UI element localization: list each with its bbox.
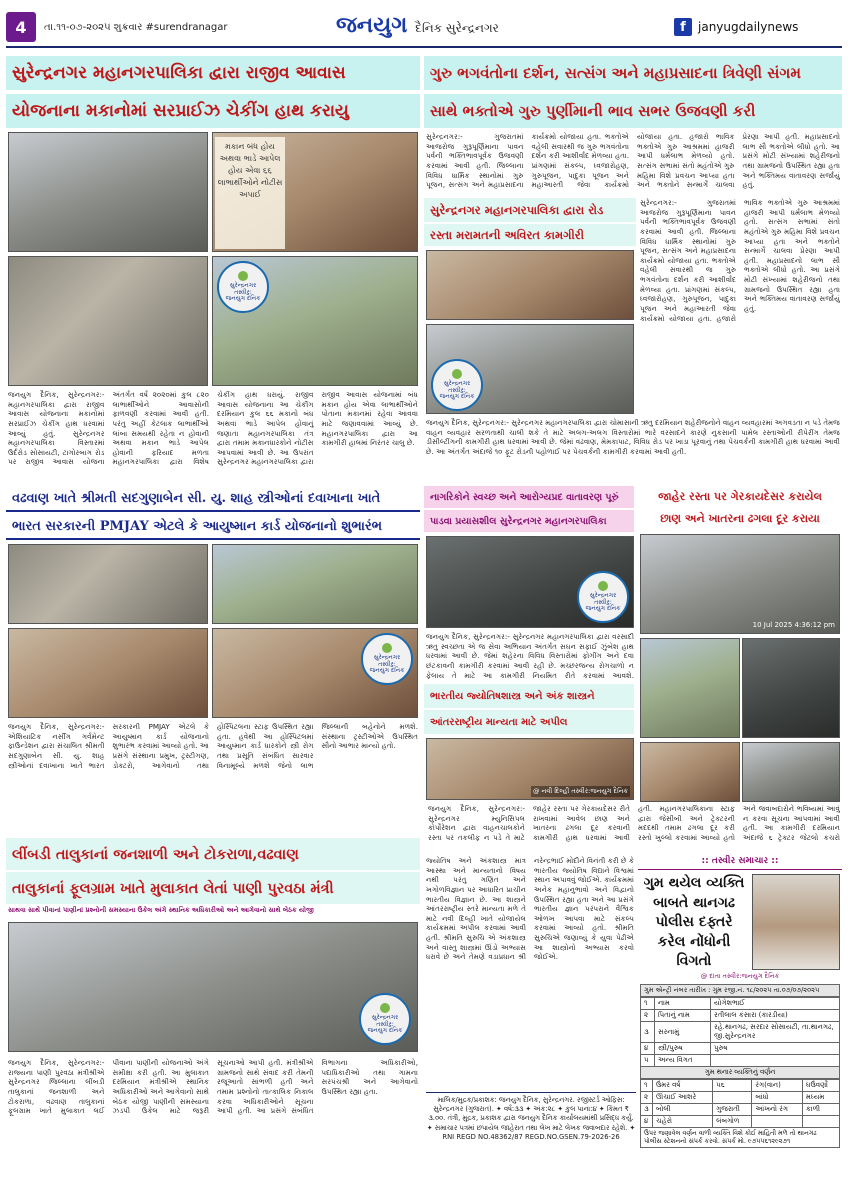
photo-fogging bbox=[426, 536, 634, 628]
missing-detail-cell: સરનામું bbox=[655, 1022, 711, 1043]
description-row bbox=[641, 1092, 840, 1104]
description-row bbox=[641, 1104, 840, 1116]
photo-dung-removal-3 bbox=[742, 638, 840, 738]
description-cell: ઊંચાઈ આશરે bbox=[653, 1092, 713, 1104]
missing-detail-cell: અન્ય વિગત bbox=[655, 1055, 711, 1067]
missing-person-photo bbox=[752, 874, 840, 970]
missing-detail-cell: પુરુષ bbox=[711, 1043, 840, 1055]
page-number: 4 bbox=[6, 12, 36, 42]
missing-detail-cell: પિતાનું નામ bbox=[655, 1010, 711, 1022]
headline-minister-visit-line2: તાલુકાનાં ફૂલગ્રામ ખાતે મુલાકાત લેતાં પાણી પુરવઠા મંત્રી bbox=[6, 872, 420, 904]
brand-subtitle: દૈનિક સુરેન્દ્રનગર bbox=[415, 21, 499, 35]
headline-pmjay-line1: વઢવાણ ખાતે શ્રીમતી સદગુણાબેન સી. યુ. શાહ સ્ત્રીઓનાં દવાખાના ખાતે bbox=[6, 486, 420, 512]
story-astrology-body: જ્યોતિષ અને અંકશાસ્ત્ર માત્ર આસ્થા અને માન્યતાનો વિષય નથી પરંતુ ગણિત અને ખગોળવિજ્ઞાન પર આધારિત પ્રાચીન ભારતીય વિજ્ઞાન છે. આ શાસ્ત્રને આંતરરાષ્ટ્રીય સ્તરે માન્યતા મળે તે માટે નવી દિલ્હી ખાતે યોજાયેલ કાર્યક્રમમાં અપીલ કરવામાં આવી હતી. શ્રીમતિ સુરુચિ એ અંકશાસ્ત્ર અને વાસ્તુ શાસ્ત્રમાં ઊંડો અભ્યાસ ધરાવે છે અને તેમણે વડાપ્રધાન શ્રી નરેન્દ્રભાઈ મોદીને વિનંતી કરી છે કે ભારતીય જ્યોતિષ વિદ્યાને વિશ્વમાં સ્થાન અપાવવું જોઈએ. કાર્યક્રમમાં અનેક મહાનુભાવો અને વિદ્વાનો ઉપસ્થિત રહ્યા હતા અને આ પ્રસંગે ભારતીય જ્ઞાન પરંપરાને વૈશ્વિક ઓળખ આપવા માટે સંકલ્પ કરવામાં આવ્યો હતો. શ્રીમતિ સુરુચિએ જણાવ્યું કે યુવા પેઢીએ આ શાસ્ત્રોનો અભ્યાસ કરવો જોઈએ. bbox=[426, 856, 634, 962]
missing-person-table bbox=[640, 984, 840, 1148]
photo-road-repair-2 bbox=[426, 324, 634, 414]
missing-detail-cell bbox=[711, 1055, 840, 1067]
photo-minister-visit bbox=[8, 922, 418, 1052]
headline-dung-removal-line1: જાહેર રસ્તા પર ગેરકાયદેસર કરાયેલ bbox=[638, 486, 842, 508]
headline-road-repair-line1: સુરેન્દ્રનગર મહાનગરપાલિકા દ્વારા રોડ bbox=[424, 198, 636, 222]
logo-dot-icon bbox=[238, 271, 248, 281]
description-cell: લંબગોળ bbox=[713, 1116, 752, 1128]
photo-astrology-event bbox=[426, 738, 634, 800]
photo-hospital-building bbox=[212, 544, 418, 624]
description-cell: બાંધો bbox=[752, 1092, 803, 1104]
newspaper-brand bbox=[336, 12, 499, 38]
missing-detail-cell: યોગેશભાઈ bbox=[711, 998, 840, 1010]
story-guru-purnima-body-cont: સુરેન્દ્રનગર:- ગુજરાતમાં આજરોજ ગુરૂપૂર્ણિમાના પાવન પર્વની ભક્તિભાવપૂર્વક ઉજવણી કરવામાં આવી હતી. જિલ્લાના વિવિધ ધાર્મિક સ્થાનોમાં ગુરુ પૂજન, સત્સંગ અને મહાપ્રસાદના કાર્યક્રમો યોજાયા હતા. ભક્તોએ વહેલી સવારથી જ ગુરુ ભગવંતોના દર્શન કરી આશીર્વાદ મેળવ્યા હતા. પ્રાંગણમાં સંકલ્પ, ધ્વજારોહણ, ગુરુપૂજન, પાદુકા પૂજન અને મહાઆરતી જેવા કાર્યક્રમો યોજાયા હતા. હજારો ભાવિક ભક્તોએ ગુરુ આશ્રમમાં હાજરી આપી ધર્મલાભ મેળવ્યો હતો. સત્સંગ સભામાં સંતો મહંતોએ ગુરુ મહિમા વિશે પ્રવચન આપ્યા હતા અને ભક્તોને સન્માર્ગે ચાલવા પ્રેરણા આપી હતી. મહાપ્રસાદનો લાભ સૌ ભક્તોએ લીધો હતો. આ પ્રસંગે મોટી સંખ્યામાં શહેરીજનો તથા ગ્રામજનો ઉપસ્થિત રહ્યા હતા અને ભક્તિમય વાતાવરણ સર્જાયું હતું. bbox=[640, 198, 840, 323]
story-pmjay-body: જનયુગ દૈનિક, સુરેન્દ્રનગર:- એશિયાટિક નર્સીગ ગર્વમેન્ટ ફાઉન્ડેશન દ્વારા સંચાલિત શ્રીમતી સદગુણાબેન સી. યુ. શાહ સ્ત્રીઓનાં દવાખાના ખાતે ભારત સરકારની PMJAY એટલે કે આયુષ્માન કાર્ડ યોજનાનો શુભારંભ કરવામાં આવ્યો હતો. આ પ્રસંગે સંસ્થાના પ્રમુખ, ટ્રસ્ટીગણ, ડોક્ટરો, આગેવાનો તથા હોસ્પિટલના સ્ટાફ ઉપસ્થિત રહ્યા હતા. હવેથી આ હોસ્પિટલમાં આયુષ્માન કાર્ડ ધારકોને સ્ત્રી રોગ તથા પ્રસૂતિ સંબંધિત સારવાર વિનામૂલ્યે મળશે જેનો લાભ જિલ્લાની બહેનોને મળશે. સંસ્થાના ટ્રસ્ટીઓએ ઉપસ્થિત સૌનો આભાર માન્યો હતો. bbox=[8, 722, 418, 770]
headline-astrology-line1: ભારતીય જ્યોતિષશાસ્ત્ર અને અંક શાસ્ત્રને bbox=[424, 684, 634, 708]
headline-rajiv-awas-line1: સુરેન્દ્રનગર મહાનગરપાલિકા દ્વારા રાજીવ આવાસ bbox=[6, 56, 420, 90]
description-cell: મધ્યમ bbox=[802, 1092, 839, 1104]
description-cell: ૧ bbox=[641, 1080, 653, 1092]
description-cell: ૩ bbox=[641, 1104, 653, 1116]
missing-detail-row bbox=[641, 1043, 840, 1055]
photo-audience-1 bbox=[8, 628, 208, 718]
missing-detail-row bbox=[641, 998, 840, 1010]
photo-dung-removal-5 bbox=[742, 742, 840, 802]
story-rajiv-awas-body: જનયુગ દૈનિક, સુરેન્દ્રનગર:- મહાનગરપાલિકા દ્વારા રાજીવ આવાસ યોજનાના મકાનોમાં સરપ્રાઈઝ ચેકીંગ હાથ ધરવામાં આવ્યું હતું. સુરેન્દ્રનગર મહાનગરપાલિકા વિસ્તારમાં ઉર્દરોડ સોસાયટી, ટાગોરબાગ રોડ પર રાજીવ આવાસ યોજના અંતર્ગત વર્ષ ૨૦૨૦માં કુલ ૮૨૦ લાભાર્થીઓને આવાસોની ફાળવણી કરવામાં આવી હતી. પરંતુ અહીં કેટલાક લાભાર્થીઓ લાંબા સમયથી રહેતા ન હોવાની અથવા મકાન ભાડે આપેલ હોવાની ફરિયાદ મળતા મહાનગરપાલિકા દ્વારા વિશેષ ચેકીંગ હાથ ધરાયું. રાજીવ આવાસ યોજનાના આ ચેકીંગ દરમિયાન કુલ ૬૬ મકાનો બંધ અથવા ભાડે આપેલ હોવાનું જણાતા મહાનગરપાલિકા તંત્ર દ્વારા તમામ મકાનધારકોને નોટીસ આપવામાં આવી છે. આ ઉપરાંત સુરેન્દ્રનગર મહાનગરપાલિકા દ્વારા રાજીવ આવાસ યોજનામાં બંધ મકાન હોય એવા લાભાર્થીઓને પોતાના મકાનમાં રહેવા આવવા માટે જણાવવામાં આવ્યું છે. મહાનગરપાલિકા દ્વારા આ કામગીરી હાલમાં નિરંતર ચાલુ છે. bbox=[8, 390, 418, 467]
headline-road-repair-line2: રસ્તા મરામતની અવિરત કામગીરી bbox=[424, 224, 636, 246]
description-cell: ૪ bbox=[641, 1116, 653, 1128]
headline-guru-purnima-line2: સાથે ભક્તોએ ગુરુ પુર્ણીમાની ભાવ સભર ઉજવણી કરી bbox=[424, 94, 842, 128]
watermark-badge: સુરેન્દ્રનગર તસ્વીર: જનયુગ દૈનિક bbox=[359, 993, 411, 1045]
headline-guru-purnima-line1: ગુરુ ભગવંતોના દર્શન, સત્સંગ અને મહાપ્રસાદના ત્રિવેણી સંગમ bbox=[424, 56, 842, 90]
missing-details-table bbox=[640, 997, 840, 1067]
missing-detail-row bbox=[641, 1010, 840, 1022]
story-road-repair-body: જનયુગ દૈનિક, સુરેન્દ્રનગર:- સુરેન્દ્રનગર મહાનગરપાલિકા દ્વારા ચોમાસાની ઋતુ દરમિયાન શહેરીજનોને વાહન વ્યવહારમાં અગવડતા ન પડે તેમજ વાહન વ્યવહાર સરળતાથી ચાલી શકે તે માટે અલગ-અલગ વિસ્તારોમાં ભારે વરસાદને કારણે નુકસાની પામેલ રસ્તાઓની રીપેરીંગ તેમજ ડીસીલ્ટીંગની કામગીરી હાથ ધરવામાં આવી છે. જેમાં વઢવાણ, મેમકાપાટ, વિવિધ રોડ પર ખાડા પૂરવાનું તથા પેચવર્કની કામગીરી હાથ ધરવામાં આવી છે. આ અંતર્ગત અંદાજે ૧૦ ફૂટ રોડની પહોળાઈ પર પેચવર્કની કામગીરી કરવામાં આવી હતી. bbox=[426, 418, 840, 456]
missing-detail-cell: સ્ત્રી/પુરુષ bbox=[655, 1043, 711, 1055]
description-cell bbox=[802, 1116, 839, 1128]
headline-astrology-line2: આંતરરાષ્ટ્રીય માન્યતા માટે અપીલ bbox=[424, 710, 634, 734]
missing-detail-cell: ૩ bbox=[641, 1022, 655, 1043]
missing-detail-cell: રતીલાલ કંસારા (કારડીયા) bbox=[711, 1010, 840, 1022]
photo-timestamp: 10 Jul 2025 4:36:12 pm bbox=[752, 621, 835, 629]
photo-inspection-3 bbox=[8, 256, 208, 386]
notice-text: મકાન બંધ હોય અથવા ભાડે આપેલ હોય એવા ૬૬ લાભાર્થીઓને નોટીસ અપાઈ bbox=[215, 137, 285, 249]
logo-dot-icon bbox=[382, 643, 392, 653]
headline-cleanliness-line2: પાડવા પ્રયાસશીલ સુરેન્દ્રનગર મહાનગરપાલિકા bbox=[424, 510, 634, 532]
facebook-icon: f bbox=[674, 18, 692, 36]
contact-note: ઉપર જણાવેલ વર્ણન વાળી વ્યક્તિ વિશે કોઈ માહિતી મળે તો થાનગઢ પોલીસ સ્ટેશનનો સંપર્ક કરવો. સંપર્ક મો. ૯૭૫૫૬૧૨૯૨૭૧ bbox=[640, 1128, 840, 1148]
missing-detail-row bbox=[641, 1022, 840, 1043]
description-cell: ઘઉંવર્ણો bbox=[802, 1080, 839, 1092]
description-cell: ઉંમર વર્ષ bbox=[653, 1080, 713, 1092]
watermark-badge: સુરેન્દ્રનગર તસ્વીર: જનયુગ દૈનિક bbox=[361, 633, 413, 685]
watermark-badge: સુરેન્દ્રનગર તસ્વીર: જનયુગ દૈનિક bbox=[431, 359, 483, 411]
story-minister-visit-body: જનયુગ દૈનિક, સુરેન્દ્રનગર:- રાજ્યના પાણી પુરવઠા મંત્રીશ્રીએ સુરેન્દ્રનગર જિલ્લાના લીંબડી તાલુકાનાં જનશાળી અને ટોકરાળા, વઢવાણ તાલુકાનાં ફૂલગ્રામ ખાતે મુલાકાત લઈ પીવાના પાણીની યોજનાઓ અંગે સમીક્ષા કરી હતી. આ મુલાકાત દરમિયાન મંત્રીશ્રીએ સ્થાનિક અધિકારીઓ અને આગેવાનો સાથે બેઠક યોજી પાણીની સમસ્યાના ઝડપી ઉકેલ માટે જરૂરી સૂચનાઓ આપી હતી. મંત્રીશ્રીએ ગ્રામજનો સાથે સંવાદ કરી તેમની રજૂઆતો સાંભળી હતી અને તમામ પ્રશ્નોનો તાત્કાલિક નિકાલ કરવા અધિકારીઓને સૂચના આપી હતી. આ પ્રસંગે સંબંધિત વિભાગના અધિકારીઓ, પદાધિકારીઓ તથા ગામના સરપંચશ્રી અને આગેવાનો ઉપસ્થિત રહ્યા હતા. bbox=[8, 1058, 418, 1116]
watermark-badge: સુરેન્દ્રનગર તસ્વીર: જનયુગ દૈનિક bbox=[577, 571, 629, 623]
description-table bbox=[640, 1079, 840, 1128]
description-cell bbox=[713, 1092, 752, 1104]
dateline: તા.૧૧-૦૭-૨૦૨૫ શુક્રવાર #surendranagar bbox=[44, 22, 228, 33]
logo-dot-icon bbox=[452, 369, 462, 379]
description-row bbox=[641, 1080, 840, 1092]
description-cell: રંગ(વાન) bbox=[752, 1080, 803, 1092]
logo-dot-icon bbox=[598, 581, 608, 591]
description-row bbox=[641, 1116, 840, 1128]
masthead bbox=[6, 8, 842, 48]
photo-dung-removal-4 bbox=[640, 742, 740, 802]
description-cell: ૫૬ bbox=[713, 1080, 752, 1092]
photo-inspection-4 bbox=[212, 256, 418, 386]
logo-dot-icon bbox=[380, 1003, 390, 1013]
headline-rajiv-awas-line2: યોજનાના મકાનોમાં સરપ્રાઈઝ ચેકીંગ હાથ કરાયુ bbox=[6, 94, 420, 128]
description-cell: ગુજરાતી bbox=[713, 1104, 752, 1116]
description-header: ગુમ થનાર વ્યક્તિનું વર્ણન bbox=[640, 1067, 840, 1079]
missing-person-title: ગુમ થયેલ વ્યક્તિ બાબતે થાનગઢ પોલીસ દફ્તરે કરેલ નોંધોની વિગતો bbox=[643, 875, 745, 970]
missing-detail-row bbox=[641, 1055, 840, 1067]
watermark-badge: સુરેન્દ્રનગર તસ્વીર: જનયુગ દૈનિક bbox=[217, 261, 269, 313]
photo-news-label: :: તસ્વીર સમાચાર :: bbox=[638, 856, 842, 870]
headline-cleanliness-line1: નાગરિકોને સ્વચ્છ અને આરોગ્યપ્રદ વાતાવરણ પૂરું bbox=[424, 486, 634, 508]
photo-audience-2 bbox=[212, 628, 418, 718]
brand-name: જનયુગ bbox=[336, 12, 408, 38]
photo-inspection-2 bbox=[212, 132, 418, 252]
photo-inspection-1 bbox=[8, 132, 208, 252]
headline-pmjay-line2: ભારત સરકારની PMJAY એટલે કે આયુષ્માન કાર્ડ યોજનાનો શુભારંભ bbox=[6, 514, 420, 540]
description-cell: આંખનો રંગ bbox=[752, 1104, 803, 1116]
missing-detail-cell: ૫ bbox=[641, 1055, 655, 1067]
headline-dung-removal-line2: છાણ અને ખાતરના ઢગલા દૂર કરાયા bbox=[638, 508, 842, 530]
photo-credit: @ નવી દિલ્હી તસ્વીર:જનયુગ દૈનિક bbox=[532, 787, 628, 795]
story-dung-removal-body: જનયુગ દૈનિક, સુરેન્દ્રનગર:- સુરેન્દ્રનગર મ્યુનિસિપલ કોર્પોરેશન દ્વારા વાહનચાલકોને રસ્તા પર તકલીફ ન પડે તે માટે જાહેર રસ્તા પર ગેરકાયદેસર રીતે રાખવામાં આવેલ છાણ અને ખાતરના ઢગલા દૂર કરવાની કામગીરી હાથ ધરવામાં આવી હતી. મહાનગરપાલિકાના સ્ટાફ દ્વારા જેસીબી અને ટ્રેક્ટરની મદદથી તમામ ઢગલા દૂર કરી રસ્તો ખુલ્લો કરવામાં આવ્યો હતો અને જવાબદારોને ભવિષ્યમાં આવું ન કરવા સૂચના આપવામાં આવી હતી. આ કામગીરી દરમિયાન અંદાજે ૬ ટ્રેક્ટર જેટલો કચરો bbox=[428, 804, 840, 842]
minister-visit-subhead: સાથવા સાથે પીવાનાં પાણીનાં પ્રશ્નોની સમસ્યાના ઉકેલ અંગે સ્થાનિક અધિકારીઓ અને આગેવાનો સાથે બેઠક યોજી bbox=[8, 906, 314, 914]
photo-pmjay-inauguration bbox=[8, 544, 208, 624]
story-guru-purnima-body-top: સુરેન્દ્રનગર:- ગુજરાતમાં આજરોજ ગુરૂપૂર્ણિમાના પાવન પર્વની ભક્તિભાવપૂર્વક ઉજવણી કરવામાં આવી હતી. જિલ્લાના વિવિધ ધાર્મિક સ્થાનોમાં ગુરુ પૂજન, સત્સંગ અને મહાપ્રસાદના કાર્યક્રમો યોજાયા હતા. ભક્તોએ વહેલી સવારથી જ ગુરુ ભગવંતોના દર્શન કરી આશીર્વાદ મેળવ્યા હતા. પ્રાંગણમાં સંકલ્પ, ધ્વજારોહણ, ગુરુપૂજન, પાદુકા પૂજન અને મહાઆરતી જેવા કાર્યક્રમો યોજાયા હતા. હજારો ભાવિક ભક્તોએ ગુરુ આશ્રમમાં હાજરી આપી ધર્મલાભ મેળવ્યો હતો. સત્સંગ સભામાં સંતો મહંતોએ ગુરુ મહિમા વિશે પ્રવચન આપ્યા હતા અને ભક્તોને સન્માર્ગે ચાલવા પ્રેરણા આપી હતી. મહાપ્રસાદનો લાભ સૌ ભક્તોએ લીધો હતો. આ પ્રસંગે મોટી સંખ્યામાં શહેરીજનો તથા ગ્રામજનો ઉપસ્થિત રહ્યા હતા અને ભક્તિમય વાતાવરણ સર્જાયું હતું. bbox=[426, 132, 840, 190]
missing-detail-cell: ૨ bbox=[641, 1010, 655, 1022]
description-cell: ૨ bbox=[641, 1092, 653, 1104]
photo-dung-removal-2 bbox=[640, 638, 740, 738]
photo-road-repair-1 bbox=[426, 250, 634, 320]
description-cell: કાળી bbox=[802, 1104, 839, 1116]
social-handle: janyugdailynews bbox=[698, 20, 799, 34]
story-cleanliness-body: જનયુગ દૈનિક, સુરેન્દ્રનગર:- સુરેન્દ્રનગર મહાનગરપાલિકા દ્વારા વરસાદી ઋતુ સ્વચ્છતા એ જ સેવા અભિયાન અંતર્ગત સઘન સફાઈ ઝુંબેશ હાથ ધરવામાં આવી છે. જેમાં શહેરના વિવિધ વિસ્તારોમાં ફોગીંગ અને દવા છંટકાવની કામગીરી કરવામાં આવી રહી છે. મચ્છરજન્ય રોગચાળો ન ફેલાય તે માટે આ કામગીરી નિયમિત રીતે કરવામાં આવશે. bbox=[426, 632, 634, 680]
missing-detail-cell: રહે.થાનગઢ, સરદાર સોસાયટી, તા.થાનગઢ, જી.સુરેન્દ્રનગર bbox=[711, 1022, 840, 1043]
print-line: માલિક/મુદ્રક/પ્રકાશક: જનયુગ દૈનિક, સુરેન્દ્રનગર. રજીસ્ટર્ડ ઓફિસ: સુરેન્દ્રનગર (ગુજરાત). ✦ વર્ષ:૩૩ ✦ અંક:૨૮ ✦ કુલ પાના:૪ ✦ કિંમત ₹ ૩.૦૦. તંત્રી, મુદ્રક, પ્રકાશક દ્વારા જનયુગ દૈનિક કાર્યાલયમાંથી પ્રસિદ્ધ કર્યું. ✦ સમાચાર પત્રમાં છપાયેલ જાહેરાત તથા લેખ માટે લેખક જવાબદાર રહેશે. ✦ RNI REGD NO.48362/87 REGD.NO.GSEN.79-2026-26 bbox=[426, 1092, 636, 1192]
description-cell bbox=[752, 1116, 803, 1128]
photo-dung-removal-1 bbox=[640, 534, 840, 634]
missing-detail-cell: ૧ bbox=[641, 998, 655, 1010]
photo-credit-footer: @ દાંતા તસ્વીર:જનયુગ દૈનિક bbox=[700, 972, 780, 980]
headline-minister-visit-line1: લીંબડી તાલુકાનાં જનશાળી અને ટોકરાળા,વઢવાણ bbox=[6, 838, 420, 870]
missing-entry-header: ગુમ એન્ટ્રી નંબર તારીખ : ગુમ રજી.નં. ૧૮/૨૦૨૫ તા.૦૭/૦૭/૨૦૨૫ bbox=[640, 984, 840, 997]
missing-detail-cell: ૪ bbox=[641, 1043, 655, 1055]
social-link[interactable] bbox=[674, 18, 798, 36]
description-cell: ચહેરો bbox=[653, 1116, 713, 1128]
description-cell: બોલી bbox=[653, 1104, 713, 1116]
missing-detail-cell: નામ bbox=[655, 998, 711, 1010]
